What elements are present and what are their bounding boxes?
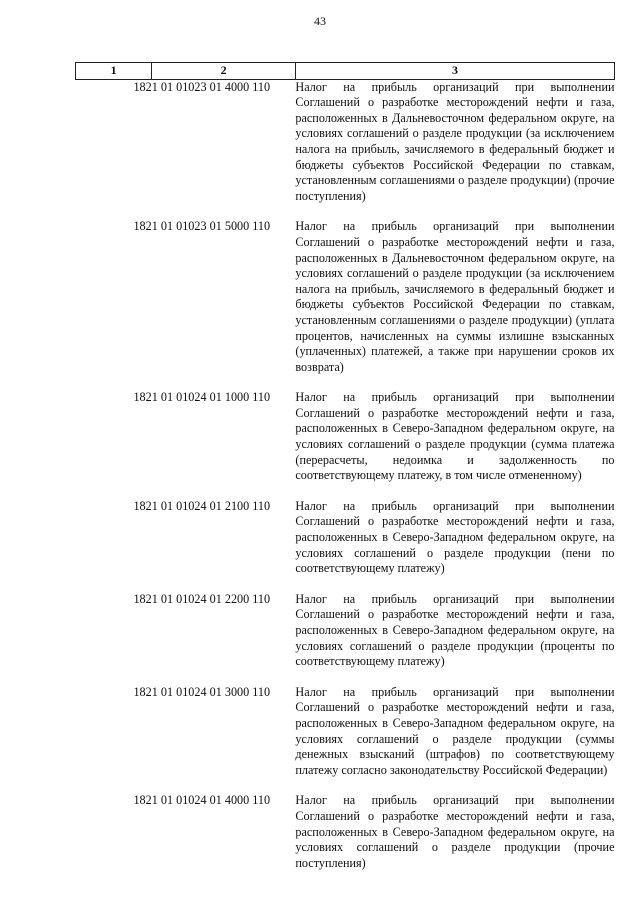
budget-code: 1 01 01024 01 3000 110 <box>151 684 271 699</box>
budget-code: 1 01 01024 01 2100 110 <box>151 498 271 513</box>
table-row <box>76 79 615 204</box>
income-description: Налог на прибыль организаций при выполнении Соглашений о разработке месторождений нефти и газа, расположенных в Северо-Западном федеральном округе, на условиях соглашений о разделе продукции (пени по соответствующему платежу) <box>295 498 615 576</box>
table-row <box>76 685 615 779</box>
admin-code: 182 <box>133 219 152 234</box>
budget-code: 1 01 01024 01 2200 110 <box>151 591 271 606</box>
admin-code: 182 <box>133 684 152 699</box>
admin-code: 182 <box>133 498 152 513</box>
budget-code: 1 01 01023 01 5000 110 <box>151 219 271 234</box>
income-description: Налог на прибыль организаций при выполнении Соглашений о разработке месторождений нефти и газа, расположенных в Северо-Западном федеральном округе, на условиях соглашений о разделе продукции (суммы денежных взысканий (штрафов) по соответствующему платежу согласно законодательству Российской Федерации) <box>295 684 615 777</box>
budget-code: 1 01 01024 01 1000 110 <box>151 390 271 405</box>
budget-code: 1 01 01023 01 4000 110 <box>151 79 271 94</box>
income-description: Налог на прибыль организаций при выполнении Соглашений о разработке месторождений нефти и газа, расположенных в Дальневосточном федеральном округе, на условиях соглашений о разделе продукции (за исключением налога на прибыль, зачисляемого в федеральный бюджет и бюджеты субъектов Российской Федерации по ставкам, установленным соглашениями о разделе продукции) (уплата процентов, начисленных на суммы излишне взысканных (уплаченных) платежей, а также при нарушении сроков их возврата) <box>295 219 615 374</box>
table-row <box>76 390 615 484</box>
column-header-1: 1 <box>76 63 152 80</box>
table-row <box>76 219 615 375</box>
page-number: 43 <box>314 14 326 28</box>
table-row <box>76 592 615 670</box>
admin-code: 182 <box>133 591 152 606</box>
income-description: Налог на прибыль организаций при выполнении Соглашений о разработке месторождений нефти и газа, расположенных в Дальневосточном федеральном округе, на условиях соглашений о разделе продукции (за исключением налога на прибыль, зачисляемого в федеральный бюджет и бюджеты субъектов Российской Федерации по ставкам, установленным соглашениями о разделе продукции) (прочие поступления) <box>295 79 615 203</box>
table-row <box>76 499 615 577</box>
budget-codes-table <box>75 62 615 871</box>
table-header-row <box>76 63 615 80</box>
column-header-3: 3 <box>295 63 614 80</box>
admin-code: 182 <box>133 79 152 94</box>
budget-code: 1 01 01024 01 4000 110 <box>151 793 271 808</box>
table-row <box>76 793 615 871</box>
admin-code: 182 <box>133 793 152 808</box>
admin-code: 182 <box>133 390 152 405</box>
income-description: Налог на прибыль организаций при выполнении Соглашений о разработке месторождений нефти и газа, расположенных в Северо-Западном федеральном округе, на условиях соглашений о разделе продукции (проценты по соответствующему платежу) <box>295 591 615 669</box>
income-description: Налог на прибыль организаций при выполнении Соглашений о разработке месторождений нефти и газа, расположенных в Северо-Западном федеральном округе, на условиях соглашений о разделе продукции (сумма платежа (перерасчеты, недоимка и задолженность по соответствующему платежу, в том числе отмененному) <box>295 390 615 483</box>
income-description: Налог на прибыль организаций при выполнении Соглашений о разработке месторождений нефти и газа, расположенных в Северо-Западном федеральном округе, на условиях соглашений о разделе продукции (прочие поступления) <box>295 793 615 870</box>
column-header-2: 2 <box>152 63 296 80</box>
